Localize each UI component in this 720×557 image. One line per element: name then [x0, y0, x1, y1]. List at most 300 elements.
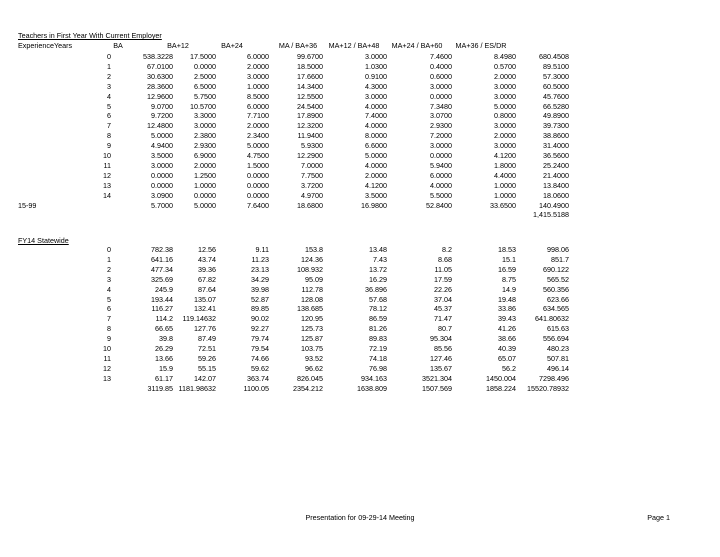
- value-cell: 193.44: [151, 294, 173, 304]
- experience-cell: 5: [107, 101, 111, 111]
- value-cell: 4.4000: [494, 170, 516, 180]
- row-header: ExperienceYears: [18, 41, 73, 50]
- value-cell: 52.8400: [426, 200, 452, 210]
- value-cell: 39.98: [251, 284, 269, 294]
- value-cell: 37.04: [434, 294, 452, 304]
- table-row: [0, 275, 720, 285]
- value-cell: 5.0000: [494, 101, 516, 111]
- value-cell: 28.3600: [147, 81, 173, 91]
- table-row: [0, 364, 720, 374]
- value-cell: 3.0000: [151, 160, 173, 170]
- value-cell: 45.37: [434, 304, 452, 314]
- value-cell: 13.66: [155, 353, 173, 363]
- value-cell: 11.05: [434, 264, 452, 274]
- value-cell: 7.43: [373, 254, 387, 264]
- experience-cell: 8: [107, 324, 111, 334]
- value-cell: 6.0000: [430, 170, 452, 180]
- value-cell: 4.1200: [494, 151, 516, 160]
- value-cell: 0.9100: [365, 71, 387, 81]
- experience-cell: 9: [107, 334, 111, 344]
- value-cell: 0.0000: [430, 151, 452, 160]
- value-cell: 3.0000: [247, 71, 269, 81]
- value-cell: 38.66: [498, 334, 516, 344]
- experience-cell: 7: [107, 314, 111, 324]
- value-cell: 43.74: [198, 254, 216, 264]
- value-cell: 6.9000: [194, 151, 216, 160]
- value-cell: 85.56: [434, 344, 452, 353]
- value-cell: 4.1200: [365, 180, 387, 190]
- experience-cell: 3: [107, 81, 111, 91]
- value-cell: 2.3400: [247, 131, 269, 141]
- value-cell: 0.5700: [494, 61, 516, 71]
- value-cell: 124.36: [301, 254, 323, 264]
- value-cell: 1181.98632: [178, 383, 216, 393]
- experience-cell: 12: [103, 170, 111, 180]
- value-cell: 1.0000: [494, 190, 516, 200]
- value-cell: 5.9400: [430, 160, 452, 170]
- value-cell: 128.08: [301, 294, 323, 304]
- value-cell: 2.5000: [194, 71, 216, 81]
- value-cell: 15.1: [502, 254, 516, 264]
- value-cell: 8.5000: [247, 91, 269, 101]
- value-cell: 22.26: [434, 284, 452, 294]
- value-cell: 5.7500: [194, 91, 216, 101]
- value-cell: 0.0000: [151, 180, 173, 190]
- col-header-ma36: MA+36 / ES/DR: [455, 41, 507, 50]
- value-cell: 140.4900: [539, 200, 569, 210]
- table-row: [0, 131, 720, 141]
- value-cell: 17.5000: [190, 52, 216, 61]
- value-cell: 3.0700: [430, 111, 452, 121]
- value-cell: 6.6000: [365, 141, 387, 151]
- value-cell: 90.02: [251, 314, 269, 324]
- value-cell: 1.2500: [194, 170, 216, 180]
- col-header-ba24: BA+24: [221, 41, 243, 50]
- value-cell: 6.0000: [247, 101, 269, 111]
- value-cell: 0.0000: [247, 180, 269, 190]
- value-cell: 1.0000: [494, 180, 516, 190]
- value-cell: 480.23: [547, 344, 569, 353]
- value-cell: 3.0000: [494, 121, 516, 131]
- value-cell: 3.5000: [365, 190, 387, 200]
- value-cell: 114.2: [155, 314, 173, 324]
- value-cell: 2.0000: [365, 170, 387, 180]
- section2-title: FY14 Statewide: [18, 236, 69, 245]
- table-row: [0, 191, 720, 201]
- value-cell: 9.0700: [151, 101, 173, 111]
- value-cell: 3.3000: [194, 111, 216, 121]
- value-cell: 0.0000: [430, 91, 452, 101]
- value-cell: 2354.212: [293, 383, 323, 393]
- value-cell: 1858.224: [486, 383, 516, 393]
- value-cell: 2.9300: [430, 121, 452, 131]
- experience-cell: 5: [107, 294, 111, 304]
- value-cell: 26.29: [155, 344, 173, 353]
- value-cell: 33.86: [498, 304, 516, 314]
- value-cell: 103.75: [301, 344, 323, 353]
- value-cell: 496.14: [547, 363, 569, 373]
- experience-cell: 10: [103, 151, 111, 160]
- experience-cell: 11: [103, 353, 111, 363]
- value-cell: 16.29: [369, 274, 387, 284]
- table-row: [0, 82, 720, 92]
- table-row: [0, 201, 720, 211]
- experience-cell: 2: [107, 264, 111, 274]
- value-cell: 120.95: [301, 314, 323, 324]
- value-cell: 79.54: [251, 344, 269, 353]
- value-cell: 5.0000: [194, 200, 216, 210]
- value-cell: 4.7500: [247, 151, 269, 160]
- table-row: [0, 181, 720, 191]
- value-cell: 23.13: [251, 264, 269, 274]
- value-cell: 7.3480: [430, 101, 452, 111]
- value-cell: 4.9400: [151, 141, 173, 151]
- value-cell: 363.74: [247, 373, 269, 383]
- col-header-ma24: MA+24 / BA+60: [391, 41, 443, 50]
- value-cell: 74.18: [369, 353, 387, 363]
- value-cell: 5.0000: [151, 131, 173, 141]
- value-cell: 38.8600: [543, 131, 569, 141]
- value-cell: 153.8: [305, 245, 323, 254]
- value-cell: 6.5000: [194, 81, 216, 91]
- value-cell: 16.59: [498, 264, 516, 274]
- value-cell: 14.9: [502, 284, 516, 294]
- value-cell: 5.7000: [151, 200, 173, 210]
- value-cell: 12.56: [198, 245, 216, 254]
- value-cell: 18.6800: [297, 200, 323, 210]
- value-cell: 30.6300: [147, 71, 173, 81]
- value-cell: 7.0000: [301, 160, 323, 170]
- value-cell: 560.356: [543, 284, 569, 294]
- section1-title: Teachers in First Year With Current Employer: [18, 31, 162, 40]
- experience-cell: 15-99: [18, 200, 37, 210]
- value-cell: 25.2400: [543, 160, 569, 170]
- value-cell: 0.0000: [151, 170, 173, 180]
- value-cell: 556.694: [543, 334, 569, 344]
- value-cell: 7.7500: [301, 170, 323, 180]
- value-cell: 18.53: [498, 245, 516, 254]
- experience-cell: 10: [103, 344, 111, 353]
- table-row: [0, 161, 720, 171]
- value-cell: 76.98: [369, 363, 387, 373]
- value-cell: 7.4600: [430, 52, 452, 61]
- experience-cell: 14: [103, 190, 111, 200]
- value-cell: 45.7600: [543, 91, 569, 101]
- value-cell: 119.14632: [182, 314, 216, 324]
- value-cell: 7.2000: [430, 131, 452, 141]
- value-cell: 615.63: [547, 324, 569, 334]
- value-cell: 8.2: [442, 245, 452, 254]
- experience-cell: 8: [107, 131, 111, 141]
- experience-cell: 13: [103, 373, 111, 383]
- value-cell: 0.0000: [194, 190, 216, 200]
- value-cell: 3.0000: [365, 52, 387, 61]
- value-cell: 12.2900: [297, 151, 323, 160]
- value-cell: 998.06: [547, 245, 569, 254]
- experience-cell: 0: [107, 52, 111, 61]
- value-cell: 7.6400: [247, 200, 269, 210]
- value-cell: 2.3800: [194, 131, 216, 141]
- table-row: [0, 354, 720, 364]
- value-cell: 127.46: [430, 353, 452, 363]
- value-cell: 1507.569: [422, 383, 452, 393]
- value-cell: 34.29: [251, 274, 269, 284]
- footer-caption: Presentation for 09-29-14 Meeting: [305, 513, 415, 522]
- table-row: [0, 295, 720, 305]
- value-cell: 12.4800: [147, 121, 173, 131]
- col-header-ba: BA: [113, 41, 123, 50]
- table-row: [0, 344, 720, 354]
- value-cell: 18.5000: [297, 61, 323, 71]
- value-cell: 95.09: [305, 274, 323, 284]
- value-cell: 17.8900: [297, 111, 323, 121]
- value-cell: 56.2: [502, 363, 516, 373]
- experience-cell: 6: [107, 304, 111, 314]
- value-cell: 565.52: [547, 274, 569, 284]
- value-cell: 66.5280: [543, 101, 569, 111]
- value-cell: 2.9300: [194, 141, 216, 151]
- page-number: Page 1: [647, 513, 670, 522]
- value-cell: 86.59: [369, 314, 387, 324]
- value-cell: 0.6000: [430, 71, 452, 81]
- value-cell: 96.62: [305, 363, 323, 373]
- table-row: [0, 141, 720, 151]
- value-cell: 1.0000: [194, 180, 216, 190]
- value-cell: 14.3400: [297, 81, 323, 91]
- value-cell: 2.0000: [194, 160, 216, 170]
- table-row: [0, 245, 720, 255]
- experience-cell: 0: [107, 245, 111, 254]
- experience-cell: 3: [107, 274, 111, 284]
- value-cell: 2.0000: [247, 61, 269, 71]
- table-row: [0, 314, 720, 324]
- value-cell: 135.67: [430, 363, 452, 373]
- table-row: [0, 265, 720, 275]
- value-cell: 4.0000: [365, 121, 387, 131]
- value-cell: 0.8000: [494, 111, 516, 121]
- value-cell: 40.39: [498, 344, 516, 353]
- value-cell: 7298.496: [539, 373, 569, 383]
- value-cell: 132.41: [194, 304, 216, 314]
- value-cell: 245.9: [155, 284, 173, 294]
- value-cell: 507.81: [547, 353, 569, 363]
- value-cell: 17.6600: [297, 71, 323, 81]
- value-cell: 87.49: [198, 334, 216, 344]
- value-cell: 39.43: [498, 314, 516, 324]
- value-cell: 74.66: [251, 353, 269, 363]
- value-cell: 81.26: [369, 324, 387, 334]
- table-row: [0, 151, 720, 161]
- value-cell: 80.7: [438, 324, 452, 334]
- table-row: [0, 72, 720, 82]
- value-cell: 2.0000: [494, 131, 516, 141]
- value-cell: 67.82: [198, 274, 216, 284]
- experience-cell: 6: [107, 111, 111, 121]
- value-cell: 8.4980: [494, 52, 516, 61]
- value-cell: 477.34: [151, 264, 173, 274]
- value-cell: 3.0000: [194, 121, 216, 131]
- value-cell: 78.12: [369, 304, 387, 314]
- value-cell: 12.9600: [147, 91, 173, 101]
- value-cell: 634.565: [543, 304, 569, 314]
- table-row: [0, 121, 720, 131]
- value-cell: 108.932: [297, 264, 323, 274]
- table-row: [0, 111, 720, 121]
- value-cell: 8.68: [438, 254, 452, 264]
- value-cell: 39.8: [159, 334, 173, 344]
- value-cell: 67.0100: [147, 61, 173, 71]
- value-cell: 41.26: [498, 324, 516, 334]
- value-cell: 325.69: [151, 274, 173, 284]
- value-cell: 4.0000: [430, 180, 452, 190]
- value-cell: 4.0000: [365, 160, 387, 170]
- value-cell: 57.3000: [543, 71, 569, 81]
- value-cell: 17.59: [434, 274, 452, 284]
- table-row: [0, 304, 720, 314]
- value-cell: 93.52: [305, 353, 323, 363]
- experience-cell: 7: [107, 121, 111, 131]
- experience-cell: 4: [107, 284, 111, 294]
- value-cell: 57.68: [369, 294, 387, 304]
- experience-cell: 9: [107, 141, 111, 151]
- value-cell: 92.27: [251, 324, 269, 334]
- value-cell: 15520.78932: [527, 383, 569, 393]
- value-cell: 3.0000: [494, 81, 516, 91]
- value-cell: 13.72: [369, 264, 387, 274]
- value-cell: 112.78: [301, 284, 323, 294]
- value-cell: 11.9400: [297, 131, 323, 141]
- value-cell: 66.65: [155, 324, 173, 334]
- value-cell: 21.4000: [543, 170, 569, 180]
- value-cell: 8.0000: [365, 131, 387, 141]
- value-cell: 641.16: [151, 254, 173, 264]
- value-cell: 142.07: [194, 373, 216, 383]
- value-cell: 4.3000: [365, 81, 387, 91]
- table-row: [0, 92, 720, 102]
- value-cell: 3119.85: [147, 383, 173, 393]
- value-cell: 10.5700: [190, 101, 216, 111]
- value-cell: 31.4000: [543, 141, 569, 151]
- value-cell: 12.5500: [297, 91, 323, 101]
- value-cell: 8.75: [502, 274, 516, 284]
- value-cell: 79.74: [251, 334, 269, 344]
- value-cell: 11.23: [251, 254, 269, 264]
- value-cell: 851.7: [551, 254, 569, 264]
- value-cell: 12.3200: [297, 121, 323, 131]
- value-cell: 4.9700: [301, 190, 323, 200]
- col-header-ma: MA / BA+36: [278, 41, 318, 50]
- value-cell: 138.685: [297, 304, 323, 314]
- value-cell: 19.48: [498, 294, 516, 304]
- value-cell: 3.0000: [430, 81, 452, 91]
- value-cell: 99.6700: [297, 52, 323, 61]
- value-cell: 49.8900: [543, 111, 569, 121]
- value-cell: 116.27: [151, 304, 173, 314]
- value-cell: 55.15: [198, 363, 216, 373]
- value-cell: 2.0000: [247, 121, 269, 131]
- experience-cell: 2: [107, 71, 111, 81]
- value-cell: 72.51: [198, 344, 216, 353]
- value-cell: 680.4508: [539, 52, 569, 61]
- table-row: [0, 255, 720, 265]
- value-cell: 59.62: [251, 363, 269, 373]
- value-cell: 127.76: [194, 324, 216, 334]
- value-cell: 1450.004: [486, 373, 516, 383]
- value-cell: 33.6500: [490, 200, 516, 210]
- value-cell: 60.5000: [543, 81, 569, 91]
- value-cell: 9.7200: [151, 111, 173, 121]
- value-cell: 1.5000: [247, 160, 269, 170]
- value-cell: 826.045: [297, 373, 323, 383]
- value-cell: 39.36: [198, 264, 216, 274]
- value-cell: 690.122: [543, 264, 569, 274]
- value-cell: 6.0000: [247, 52, 269, 61]
- value-cell: 0.4000: [430, 61, 452, 71]
- experience-cell: 11: [103, 160, 111, 170]
- experience-cell: 12: [103, 363, 111, 373]
- experience-cell: 13: [103, 180, 111, 190]
- value-cell: 0.0000: [247, 170, 269, 180]
- value-cell: 5.5000: [430, 190, 452, 200]
- value-cell: 13.48: [369, 245, 387, 254]
- table-row: [0, 62, 720, 72]
- value-cell: 16.9800: [361, 200, 387, 210]
- value-cell: 72.19: [369, 344, 387, 353]
- value-cell: 3.0000: [494, 91, 516, 101]
- value-cell: 24.5400: [297, 101, 323, 111]
- value-cell: 623.66: [547, 294, 569, 304]
- experience-cell: 4: [107, 91, 111, 101]
- value-cell: 4.0000: [365, 101, 387, 111]
- value-cell: 1.8000: [494, 160, 516, 170]
- value-cell: 7.7100: [247, 111, 269, 121]
- value-cell: 5.0000: [247, 141, 269, 151]
- value-cell: 61.17: [155, 373, 173, 383]
- grand-total: 1,415.5188: [533, 210, 569, 220]
- value-cell: 9.11: [255, 245, 269, 254]
- value-cell: 36.5600: [543, 151, 569, 160]
- value-cell: 89.83: [369, 334, 387, 344]
- value-cell: 3.5000: [151, 151, 173, 160]
- table-row: [0, 384, 720, 394]
- value-cell: 89.85: [251, 304, 269, 314]
- value-cell: 3.0000: [494, 141, 516, 151]
- value-cell: 52.87: [251, 294, 269, 304]
- value-cell: 1.0000: [247, 81, 269, 91]
- col-header-ma12: MA+12 / BA+48: [328, 41, 380, 50]
- value-cell: 89.5100: [543, 61, 569, 71]
- value-cell: 5.0000: [365, 151, 387, 160]
- value-cell: 3521.304: [422, 373, 452, 383]
- table-row: [0, 171, 720, 181]
- value-cell: 95.304: [430, 334, 452, 344]
- value-cell: 59.26: [198, 353, 216, 363]
- value-cell: 0.0000: [247, 190, 269, 200]
- table-row: [0, 324, 720, 334]
- value-cell: 18.0600: [543, 190, 569, 200]
- value-cell: 87.64: [198, 284, 216, 294]
- value-cell: 1100.05: [243, 383, 269, 393]
- value-cell: 36.896: [365, 284, 387, 294]
- table-row: [0, 374, 720, 384]
- value-cell: 3.0000: [365, 91, 387, 101]
- value-cell: 15.9: [159, 363, 173, 373]
- experience-cell: 1: [107, 61, 111, 71]
- value-cell: 135.07: [194, 294, 216, 304]
- table-row: [0, 285, 720, 295]
- table-row: [0, 334, 720, 344]
- value-cell: 538.3228: [143, 52, 173, 61]
